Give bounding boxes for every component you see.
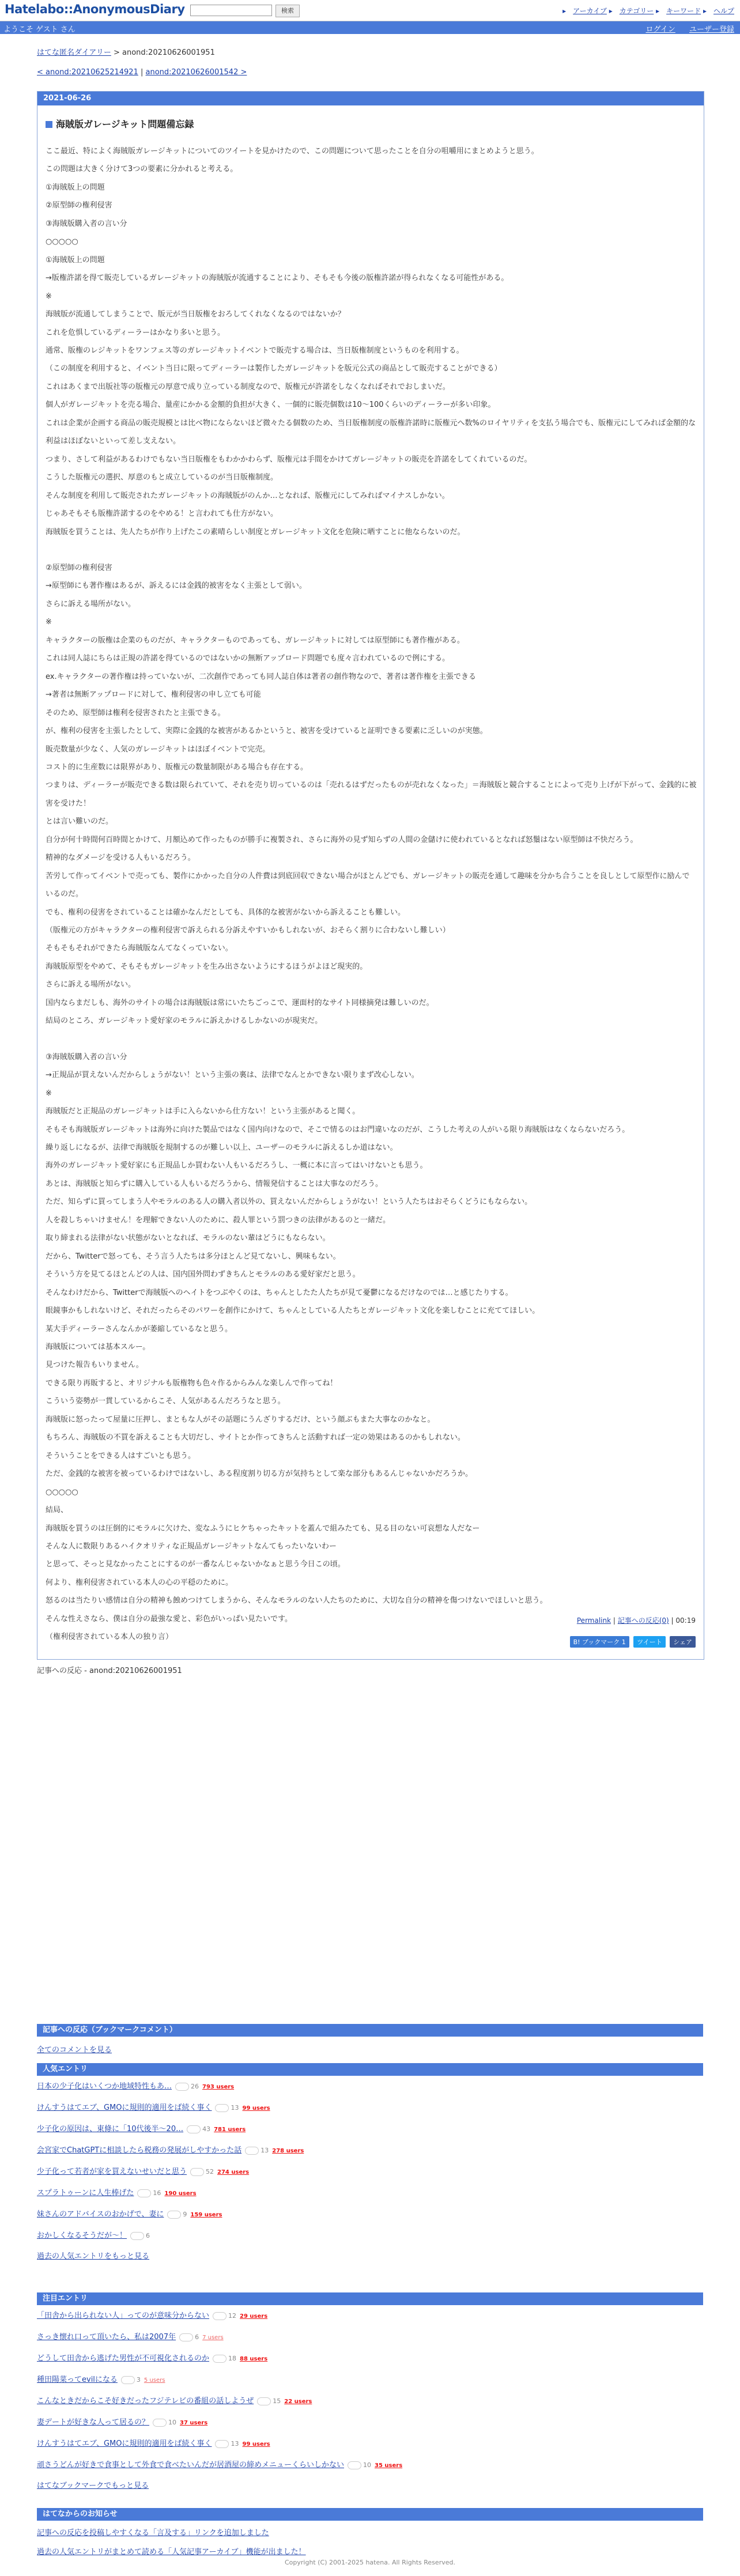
- article-paragraph: 取り締まれる法律がない状態がないとなれば、モラルのない輩はどうにもならない。: [46, 1234, 330, 1243]
- users-badge[interactable]: 781 users: [214, 2126, 246, 2133]
- help-icon: ▸: [703, 7, 707, 15]
- comment-bubble-icon: [175, 2083, 189, 2091]
- post-time: 00:19: [675, 1616, 696, 1625]
- popular-heading: 人気エントリ: [37, 2063, 703, 2076]
- register-link[interactable]: ユーザー登録: [689, 25, 734, 34]
- users-badge[interactable]: 159 users: [190, 2212, 222, 2218]
- top-header: [0, 0, 740, 21]
- comment-count[interactable]: [257, 2390, 281, 2412]
- nav-help[interactable]: ヘルプ: [713, 7, 734, 15]
- article-paragraph: できる限り再販すると、オリジナルも版権物も色々作るからみんな楽しんで作ってね！: [46, 1378, 338, 1388]
- article-paragraph: つまり、さして利益があるわけでもない当日版権をもわかかわらず、版権元は手間をかけてガレージキットの販売を許諾をしてくれているのだ。: [46, 455, 532, 464]
- news-heading: はてなからのお知らせ: [37, 2508, 703, 2521]
- comment-count-value: 10: [168, 2419, 177, 2426]
- entry-row: [37, 2348, 703, 2369]
- news-section: [37, 2508, 703, 2556]
- article-paragraph: これは同人誌にちらは正規の許諾を得ているのではないかの無断アップロード問題でも度々言われているので例にする。: [46, 654, 450, 663]
- article-paragraph: とは言い難いのだ。: [46, 817, 114, 826]
- article-paragraph: 販売数量が少なく、人気のガレージキットはほぼイベントで完売。: [46, 745, 270, 754]
- popular-list: [37, 2076, 703, 2246]
- comment-count-value: 18: [228, 2355, 237, 2362]
- article-paragraph: 海賊版を買うのは圧倒的にモラルに欠けた、変なふうにヒケちゃったキットを蓋んで組みたても、見る目のない可哀想な人だなー: [46, 1524, 480, 1533]
- article-paragraph: ※: [46, 1089, 52, 1098]
- comment-bubble-icon: [187, 2125, 201, 2133]
- article-paragraph: 海外のガレージキット愛好家にも正規品しか買わない人もいるだろうし、一概に本に言ってはいけないとも思う。: [46, 1161, 428, 1170]
- article-paragraph: （この制度を利用すると、イベント当日に限ってディーラーは製作したガレージキットを版元公式の商品として販売することができる）: [46, 364, 502, 373]
- users-badge[interactable]: 5 users: [144, 2377, 165, 2384]
- breadcrumb: [37, 46, 215, 57]
- site-logo[interactable]: Hatelabo::AnonymousDiary: [5, 2, 185, 16]
- article-paragraph: これを危惧しているディーラーはかなり多いと思う。: [46, 328, 225, 337]
- article-paragraph: ただ、金銭的な被害を被っているわけではないし、ある程度割り切る方が気持ちとして楽な部分もあるんじゃないかだろうか。: [46, 1470, 473, 1479]
- article-paragraph: 海賊版については基本スルー。: [46, 1343, 150, 1351]
- article-paragraph: ○○○○○: [46, 1487, 78, 1497]
- article-paragraph: 海賊版を買うことは、先人たちが作り上げたこの素晴らしい制度とガレージキット文化を危険に晒すことに他ならないのだ。: [46, 527, 465, 537]
- article-paragraph: この問題は大きく分けて3つの要素に分かれると考える。: [46, 165, 238, 174]
- comment-count[interactable]: [130, 2225, 150, 2246]
- breadcrumb-home[interactable]: はてな匿名ダイアリー: [37, 48, 111, 57]
- article-paragraph: と思って、そっと見なかったことにするのが一番なんじゃないかなぁと思う今日この頃。: [46, 1560, 345, 1569]
- comment-count[interactable]: [213, 2348, 236, 2369]
- breadcrumb-sep: >: [111, 48, 123, 57]
- comment-count[interactable]: [348, 2454, 371, 2476]
- article-paragraph: （権利侵害されている本人の独り言）: [46, 1633, 173, 1642]
- welcome-text: ようこそ ゲスト さん: [3, 25, 75, 34]
- article-paragraph: そんな人に数限りあるハイクオリティな正規品ガレージキットなんてもったいないわー: [46, 1542, 337, 1551]
- nav-archive[interactable]: アーカイブ: [573, 7, 607, 15]
- article-paragraph: [46, 541, 697, 559]
- entry-row: [37, 2182, 703, 2204]
- article-paragraph: ③海賊版購入者の言い分: [46, 1052, 127, 1062]
- entry-title-link[interactable]: 少子化って若者が家を買えないせいだと思う: [37, 2167, 187, 2176]
- comment-bubble-icon: [179, 2333, 193, 2341]
- entry-row: [37, 2369, 703, 2390]
- notable-list: [37, 2305, 703, 2476]
- comment-count-value: 13: [231, 2440, 239, 2447]
- entry-title-link[interactable]: 日本の少子化はいくつか地域特性もあ…: [37, 2082, 172, 2091]
- comment-bubble-icon: [137, 2189, 151, 2197]
- prev-next-nav: [37, 68, 247, 77]
- entry-row: [37, 2412, 703, 2433]
- entry-title-link[interactable]: 妻デートが好きな人って居るの？: [37, 2418, 150, 2427]
- comment-count[interactable]: [121, 2369, 141, 2390]
- keyword-icon: ▸: [656, 7, 660, 15]
- prevnext-sep: |: [138, 68, 146, 77]
- article-paragraph: 人を殺しちゃいけません！を理解できない人のために、殺人罪という罰つきの法律があるのと一緒だ。: [46, 1215, 391, 1225]
- article-paragraph: ※: [46, 292, 52, 301]
- article-paragraph: ③海賊版購入者の言い分: [46, 219, 127, 228]
- article-paragraph: ○○○○○: [46, 237, 78, 247]
- article-paragraph: ①海賊版上の問題: [46, 255, 105, 265]
- entry-title-link[interactable]: 「田舎から出られない人」ってのが意味分からない: [37, 2311, 210, 2320]
- popular-more-link[interactable]: 過去の人気エントリをもっと見る: [37, 2252, 150, 2261]
- bookmark-comments-section: [37, 2024, 703, 2054]
- article-paragraph: 精神的なダメージを受ける人もいるだろう。: [46, 853, 195, 863]
- notable-heading: 注目エントリ: [37, 2292, 703, 2305]
- notable-entries: [37, 2292, 703, 2490]
- archive-icon: ▸: [562, 7, 567, 15]
- comment-bubble-icon: [245, 2147, 259, 2155]
- reaction-title: 記事への反応 - anond:20210626001951: [37, 1667, 182, 1675]
- share-buttons: [568, 1636, 696, 1648]
- comment-bubble-icon: [153, 2419, 167, 2427]
- users-badge[interactable]: 274 users: [217, 2169, 250, 2175]
- entry-title-link[interactable]: おかしくなるそうだが〜！: [37, 2231, 127, 2240]
- entry-row: [37, 2140, 703, 2161]
- article-paragraph: ex.キャラクターの著作権は持っていないが、二次創作であっても同人誌自体は著者の創作物なので、著者は著作権を主張できる: [46, 672, 476, 681]
- article-paragraph: こういう姿勢が一貫しているからこそ、人気があるんだろうなと思う。: [46, 1397, 285, 1406]
- article-paragraph: ②原型師の権利侵害: [46, 201, 112, 210]
- article-paragraph: ここ最近、特によく海賊版ガレージキットについてのツイートを見かけたので、この問題について思ったことを自分の咀嚼用にまとめようと思う。: [46, 147, 539, 156]
- permalink[interactable]: Permalink: [576, 1616, 611, 1625]
- comment-count[interactable]: [137, 2182, 161, 2204]
- article-paragraph: 見つけた報告もいりません。: [46, 1361, 144, 1370]
- users-badge[interactable]: 88 users: [240, 2356, 268, 2362]
- comment-bubble-icon: [190, 2168, 204, 2176]
- users-badge[interactable]: 37 users: [180, 2420, 208, 2426]
- entry-title-link[interactable]: けんすうはてエブ、GMOに規則的適用をば続く事く: [37, 2103, 212, 2112]
- article-paragraph: そもそもそれができたら海賊版なんてなくっていない。: [46, 944, 233, 953]
- comment-bubble-icon: [215, 2104, 229, 2112]
- category-icon: ▸: [609, 7, 613, 15]
- entry-title-link[interactable]: けんすうはてエブ、GMOに規則的適用をば続く事く: [37, 2439, 212, 2448]
- prev-entry-link[interactable]: < anond:20210625214921: [37, 68, 138, 77]
- reaction-link[interactable]: 記事への反応(0): [617, 1616, 669, 1625]
- article-paragraph: （版権元の方がキャラクターの権利侵害で訴えられる分訴えやすいかもしれないが、おそらく割りに合わないし難しい）: [46, 926, 450, 935]
- article-title[interactable]: [46, 117, 194, 130]
- article-paragraph: 自分が何十時間何百時間とかけて、月額込めて作ったものが勝手に複製され、さらに海外の見ず知らずの人間の金儲けに使われているとなれば怒鬚はない原型師は不快だろう。: [46, 835, 638, 844]
- comment-count[interactable]: [213, 2305, 236, 2326]
- entry-row: [37, 2204, 703, 2225]
- article-paragraph: ただ、知らずに買ってしまう人やモラルのある人の購入者以外の、買えないんだからしょうがない！という人たちはおそらくどうにもならない。: [46, 1198, 533, 1207]
- article-paragraph: 眼鏡事かもしれないけど、それだったらそのパワーを創作にかけて、ちゃんとしている人たちとガレージキット文化を楽しむことに充ててほしい。: [46, 1306, 540, 1316]
- article-paragraph: 海賊版に怒ったって屋量に圧押し、まともな人がその話題にうんざりするだけ、という顔ぶもまた大事なのかなと。: [46, 1415, 435, 1424]
- article-paragraph: そういうことをできる人はすごいとも思う。: [46, 1451, 196, 1460]
- article-paragraph: 海賊版原型をやめて、そもそもガレージキットを生み出さないようにするほうがよほど現実的。: [46, 962, 368, 971]
- comment-bubble-icon: [213, 2355, 226, 2363]
- article-title-text: 海賊版ガレージキット問題備忘録: [56, 119, 194, 130]
- comment-bubble-icon: [215, 2440, 229, 2448]
- article-paragraph: →著者は無断アップロードに対して、権利侵害の申し立ても可能: [46, 690, 261, 700]
- entry-title-link[interactable]: 種田陽菜ってevilになる: [37, 2375, 118, 2384]
- search-button[interactable]: 検索: [275, 5, 300, 17]
- article-paragraph: そういう方を見てるほとんどの人は、国内国外問わずきちんとモラルのある愛好家だと思う。: [46, 1270, 360, 1279]
- entry-title-link[interactable]: さっき懐れ口って頂いたら、私は2007年: [37, 2333, 176, 2341]
- user-bar: [0, 21, 740, 34]
- nav-keyword[interactable]: キーワード: [666, 7, 701, 15]
- entry-title-link[interactable]: こんなときだからこそ好きだったフジテレビの番組の話しようぜ: [37, 2397, 254, 2405]
- search-input[interactable]: [190, 5, 272, 16]
- article-paragraph: 個人がガレージキットを売る場合、量産にかかる金額的負担が大きく、一個的に販売個数は10〜100くらいのディーラーが多い印象。: [46, 401, 496, 410]
- users-badge[interactable]: 7 users: [202, 2335, 224, 2341]
- comment-count-value: 16: [153, 2189, 161, 2197]
- entry-title-link[interactable]: 頑さうどんが好きで食事として外食で食べたいんだが居酒屋の締めメニューくらいしかない: [37, 2461, 345, 2469]
- comment-count-value: 52: [206, 2168, 214, 2175]
- article-body: [46, 142, 697, 1646]
- next-entry-link[interactable]: anond:20210626001542 >: [145, 68, 247, 77]
- comment-count-value: 13: [260, 2147, 269, 2154]
- entry-row: [37, 2161, 703, 2182]
- article-date: 2021-06-26: [37, 92, 704, 105]
- comment-count[interactable]: [167, 2204, 187, 2225]
- comment-count[interactable]: [215, 2097, 239, 2118]
- article-paragraph: 某大手ディーラーさんなんかが萎縮しているなと思う。: [46, 1324, 232, 1334]
- comment-count[interactable]: [153, 2412, 176, 2433]
- comment-count[interactable]: [187, 2118, 210, 2140]
- hatena-bookmark-button[interactable]: B! ブックマーク 1: [570, 1636, 629, 1648]
- users-badge[interactable]: 99 users: [242, 2105, 270, 2112]
- entry-row: [37, 2076, 703, 2097]
- entry-title-link[interactable]: スプラトゥーンに人生棒げた: [37, 2189, 134, 2197]
- article-footer: Permalink | 記事への反応(0) | 00:19: [576, 1616, 696, 1625]
- article-paragraph: そんなわけだから、Twitterで海賊版へのヘイトをつぶやくのは、ちゃんとしたた人たちが見て憂鬱になるだけなのでは…と感じたりする。: [46, 1288, 513, 1297]
- entry-row: [37, 2225, 703, 2246]
- article-paragraph: さらに訴える場所がない。: [46, 599, 136, 609]
- entry-title-link[interactable]: 妹さんのアドバイスのおかげで、妻に: [37, 2210, 164, 2219]
- comment-bubble-icon: [213, 2312, 226, 2320]
- copyright: Copyright (C) 2001-2025 hatena. All Rights Reserved.: [285, 2559, 455, 2566]
- article-paragraph: 結局のところ、ガレージキット愛好家のモラルに訴えかけるしかないのが現実だ。: [46, 1017, 323, 1026]
- nav-category[interactable]: カテゴリー: [619, 7, 654, 15]
- article-paragraph: 通常、版権のレジキットをワンフェス等のガレージキットイベントで販売する場合は、当日版権制度というものを利用する。: [46, 346, 464, 355]
- article-paragraph: 繰り返しになるが、法律で海賊版を規制するのが難しい以上、ユーザーのモラルに訴えるしか道はない。: [46, 1143, 398, 1153]
- comment-count-value: 3: [136, 2376, 141, 2384]
- entry-row: [37, 2326, 703, 2348]
- article-paragraph: そんな制度を利用して販売されたガレージキットの海賊版がのんか…となれば、版権元にしてみればマイナスしかない。: [46, 491, 450, 500]
- article-paragraph: あとは、海賊版と知らずに購入している人もいるだろうから、情報発信することは大事なのだろう。: [46, 1179, 383, 1188]
- users-badge[interactable]: 793 users: [202, 2084, 235, 2090]
- article-paragraph: 怒るのは当たりい感情は自分の精神も蝕めつけてしまうから、そんなモラルのない人たちのために、大切な自分の精神を傷つけないでほしいと思う。: [46, 1596, 548, 1606]
- comment-count[interactable]: [215, 2433, 239, 2454]
- news-item[interactable]: 過去の人気エントリがまとめて読める「人気記事アーカイブ」機能が出ました！: [37, 2548, 306, 2556]
- article-paragraph: 苦労して作ってイベントで売っても、製作にかかった自分の人件費は到底回収できない場合がほとんどでも、ガレージキットの販売を通して趣味を分かち合うことを良しとして原型作に励んでいるのだ。: [46, 871, 690, 899]
- article-paragraph: もちろん、海賊版の不買を訴えることも大切だし、サイトとか作ってきちんと活動すれば一定の効果はあるのかもしれない。: [46, 1433, 465, 1442]
- comment-bubble-icon: [348, 2461, 361, 2469]
- comment-count[interactable]: [190, 2161, 214, 2182]
- users-badge[interactable]: 29 users: [240, 2313, 268, 2320]
- article-paragraph: [46, 1030, 697, 1048]
- article-paragraph: そのため、原型師は権利を侵害されたと主張できる。: [46, 708, 225, 717]
- article-paragraph: そもそも海賊版ガレージキットは海外に向けた製品ではなく国内向けなので、そこで情るのはお門違いなのだが、こうした考えの人がいる限り海賊版はなくならないだろう。: [46, 1125, 630, 1134]
- entry-row: [37, 2118, 703, 2140]
- entry-row: [37, 2454, 703, 2476]
- article-paragraph: コスト的に生産数には限界があり、版権元の数量制限がある場合も存在する。: [46, 762, 308, 772]
- entry-row: [37, 2390, 703, 2412]
- article-paragraph: そんな性えさなら、僕は自分の最強な愛と、彩色がいっぱい見たいです。: [46, 1614, 292, 1623]
- entry-title-link[interactable]: 少子化の原因は、東條に「10代後半〜20…: [37, 2125, 184, 2133]
- article-paragraph: こうした版権元の選択、厚意のもと成立しているのが当日版権制度。: [46, 473, 278, 482]
- users-badge[interactable]: 35 users: [375, 2462, 403, 2469]
- comment-bubble-icon: [121, 2376, 135, 2384]
- article-paragraph: これは企業が企画する商品の販売規模とは比べ物にならないほど微々たる個数のため、当日版権制度の版権許諾時に版権元へ数%のロイヤリティを支払う場合でも、版権元にしてみれば金額的な利益はほぼないといって差し支えない。: [46, 418, 696, 446]
- comment-count-value: 13: [231, 2104, 239, 2112]
- login-link[interactable]: ログイン: [645, 25, 675, 34]
- entry-title-link[interactable]: どうして田舎から逃げた男性が不可視化されるのか: [37, 2354, 210, 2363]
- comment-count-value: 15: [273, 2397, 281, 2405]
- comment-count[interactable]: [179, 2326, 199, 2348]
- users-badge[interactable]: 278 users: [272, 2148, 304, 2154]
- article-paragraph: 結局、: [46, 1506, 69, 1515]
- comment-count[interactable]: [245, 2140, 269, 2161]
- breadcrumb-current: anond:20210626001951: [122, 48, 215, 57]
- article-paragraph: キャラクターの版権は企業のものだが、キャラクターものであっても、ガレージキットに対しては原型師にも著作権がある。: [46, 636, 465, 645]
- popular-entries: [37, 2063, 703, 2261]
- comment-count-value: 6: [195, 2333, 199, 2341]
- comment-bubble-icon: [167, 2211, 181, 2219]
- bookmark-comments-heading: 記事への反応（ブックマークコメント）: [37, 2024, 703, 2037]
- article-paragraph: ②原型師の権利侵害: [46, 563, 112, 572]
- notable-more-link[interactable]: はてなブックマークでもっと見る: [37, 2481, 149, 2490]
- tweet-button[interactable]: ツイート: [633, 1636, 665, 1648]
- article-paragraph: 国内ならまだしも、海外のサイトの場合は海賊版は常にいたちごっこで、運面村的なサイト同様摘発は難しいのだ。: [46, 998, 434, 1007]
- users-badge[interactable]: 99 users: [242, 2441, 270, 2447]
- comment-bubble-icon: [130, 2232, 144, 2240]
- article-paragraph: でも、権利の侵害をされていることは確かなんだとしても、具体的な被害がないから訴えることも難しい。: [46, 908, 406, 917]
- entry-row: [37, 2305, 703, 2326]
- article-paragraph: 海賊版が流通してしまうことで、版元が当日版権をおろしてくれなくなるのではないか？: [46, 310, 345, 319]
- article-paragraph: →原型師にも著作権はあるが、訴えるには金銭的被害をなく主張として弱い。: [46, 581, 307, 591]
- article-paragraph: 何より、権利侵害されている本人の心の平穏のために。: [46, 1578, 233, 1587]
- comment-count[interactable]: [175, 2076, 199, 2097]
- article-paragraph: じゃあそもそも版権許諾するのをやめる！と言われても仕方がない。: [46, 509, 278, 519]
- article-paragraph: つまりは、ディーラーが販売できる数は限られていて、それを売り切っているのは「売れるはずだったものが売れなくなった」＝海賊版と競合することによって売り上げが下がって、金銭的に被害を受けた！: [46, 781, 697, 808]
- comment-count-value: 43: [202, 2125, 211, 2133]
- comment-count-value: 6: [146, 2232, 150, 2239]
- article-paragraph: →版権許諾を得て販売しているガレージキットの海賊版が流通することにより、そもそも今後の版権許諾が得られなくなる可能性がある。: [46, 274, 509, 283]
- comment-bubble-icon: [257, 2397, 271, 2405]
- all-comments-link[interactable]: 全てのコメントを見る: [37, 2046, 112, 2054]
- article-paragraph: 海賊版だと正規品のガレージキットは手に入らないから仕方ない！という主張があると聞く。: [46, 1107, 360, 1116]
- top-nav: [562, 6, 734, 16]
- comment-count-value: 10: [363, 2461, 372, 2469]
- article: [37, 91, 704, 1660]
- article-paragraph: ※: [46, 618, 52, 627]
- comment-count-value: 12: [228, 2312, 237, 2320]
- users-badge[interactable]: 22 users: [284, 2399, 312, 2405]
- article-paragraph: さらに訴える場所がない。: [46, 980, 136, 989]
- news-item[interactable]: 記事への反応を投稿しやすくなる「言及する」リンクを追加しました: [37, 2529, 269, 2537]
- article-paragraph: ①海賊版上の問題: [46, 183, 105, 192]
- article-paragraph: が、権利の侵害を主張したとして、実際に金銭的な被害があるかというと、被害を受けていると証明できる要素に乏しいのが実態。: [46, 727, 488, 736]
- entry-row: [37, 2433, 703, 2454]
- comment-count-value: 26: [191, 2083, 199, 2090]
- facebook-share-button[interactable]: シェア: [670, 1636, 696, 1648]
- entry-row: [37, 2097, 703, 2118]
- title-square-icon: [46, 121, 52, 128]
- article-paragraph: これはあくまで出版社等の版権元の厚意で成り立っている制度なので、版権元が許諾をしなくなればそれでおしまいだ。: [46, 382, 450, 391]
- users-badge[interactable]: 190 users: [164, 2190, 197, 2197]
- article-paragraph: だから、Twitterで怒っても、そう言う人たちは多分ほとんど見てないし、興味もない。: [46, 1252, 341, 1261]
- comment-count-value: 9: [183, 2211, 187, 2218]
- entry-title-link[interactable]: 会宮家でChatGPTに相談したら税務の発展がしやすかった話: [37, 2146, 242, 2155]
- article-paragraph: →正規品が買えないんだからしょうがない！という主張の裏は、法律でなんとかできない限りまず改心しない。: [46, 1071, 419, 1080]
